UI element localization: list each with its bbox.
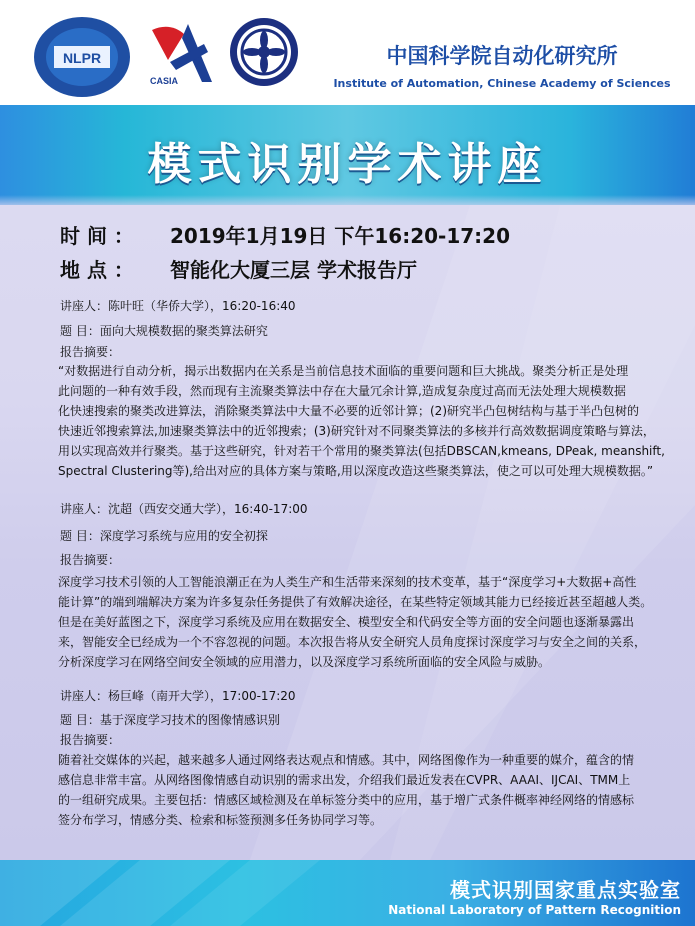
abstract-line: Spectral Clustering等),给出对应的具体方案与策略,用以深度改造这些聚类算法，使之可以可处理大规模数据。” bbox=[58, 464, 654, 478]
abstract-line: 快速近邻搜索算法,加速聚类算法中的近邻搜索；(3)研究针对不同聚类算法的多核并行高效数据调度策略与算法， bbox=[58, 424, 655, 438]
talk-1-speaker bbox=[60, 297, 296, 314]
abstract-line: 此问题的一种有效手段，然而现有主流聚类算法中存在大量冗余计算,造成复杂度过高而无法处理大规模数据 bbox=[58, 384, 626, 398]
topic-label: 题 目 bbox=[60, 529, 88, 543]
abstract-line: 化快速搜索的聚类改进算法，消除聚类算法中大量不必要的近邻计算；(2)研究半凸包树结构与基于半凸包树的 bbox=[58, 404, 640, 418]
speaker-label: 讲座人 bbox=[60, 299, 97, 313]
talk-3-topic bbox=[60, 711, 280, 728]
speaker-value: ：沈超（西安交通大学），16:40-17:00 bbox=[96, 502, 308, 516]
abstract-line: 签分布学习，情感分类、检索和标签预测多任务协同学习等。 bbox=[58, 813, 383, 827]
abstract-line: 能计算”的端到端解决方案为许多复杂任务提供了有效解决途径，在某些特定领域其能力已经接近甚至超越人类。 bbox=[58, 595, 653, 609]
cas-logo bbox=[230, 18, 298, 86]
institute-name-en: Institute of Automation, Chinese Academy of Sciences bbox=[333, 77, 671, 90]
place-value: 智能化大厦三层 学术报告厅 bbox=[170, 258, 417, 282]
talk-2-abstract bbox=[58, 572, 652, 672]
speaker-value: ：杨巨峰（南开大学），17:00-17:20 bbox=[96, 689, 296, 703]
nlpr-logo bbox=[34, 17, 130, 97]
topic-label: 题 目 bbox=[60, 324, 88, 338]
abstract-line: “对数据进行自动分析，揭示出数据内在关系是当前信息技术面临的重要问题和巨大挑战。聚类分析正是处理 bbox=[58, 364, 629, 378]
talk-2-speaker bbox=[60, 500, 308, 517]
speaker-value: ：陈叶旺（华侨大学），16:20-16:40 bbox=[96, 299, 296, 313]
event-time bbox=[60, 220, 510, 249]
abstract-line: 但是在美好蓝图之下，深度学习系统及应用在数据安全、模型安全和代码安全等方面的安全问题也逐渐暴露出 bbox=[58, 615, 635, 629]
abstract-line: 的一组研究成果。主要包括：情感区域检测及在单标签分类中的应用，基于增广式条件概率神经网络的情感标 bbox=[58, 793, 635, 807]
event-place bbox=[60, 254, 417, 283]
abstract-line: 用以实现高效并行聚类。基于这些研究，针对若干个常用的聚类算法(包括DBSCAN,kmeans, DPeak, meanshift, bbox=[58, 444, 665, 458]
speaker-label: 讲座人 bbox=[60, 502, 97, 516]
talk-2-topic bbox=[60, 527, 268, 544]
speaker-label: 讲座人 bbox=[60, 689, 97, 703]
abstract-line: 感信息非常丰富。从网络图像情感自动识别的需求出发，介绍我们最近发表在CVPR、AAAI、IJCAI、TMM上 bbox=[58, 773, 631, 787]
topic-label: 题 目 bbox=[60, 713, 88, 727]
abstract-line: 来，智能安全已经成为一个不容忽视的问题。本次报告将从安全研究人员角度探讨深度学习与安全之间的关系， bbox=[58, 635, 647, 649]
talk-3-abstract-label: 报告摘要： bbox=[60, 733, 121, 747]
abstract-line: 随着社交媒体的兴起，越来越多人通过网络表达观点和情感。其中，网络图像作为一种重要的媒介，蕴含的情 bbox=[58, 753, 635, 767]
talk-3-abstract bbox=[58, 750, 634, 830]
institute-name-cn: 中国科学院自动化研究所 bbox=[386, 44, 618, 68]
casia-logo-text: CASIA bbox=[149, 76, 179, 86]
topic-value: ：深度学习系统与应用的安全初探 bbox=[87, 529, 268, 543]
place-label: 地 点 ： bbox=[60, 258, 134, 282]
topic-value: ：面向大规模数据的聚类算法研究 bbox=[87, 324, 268, 338]
talk-1-abstract bbox=[58, 361, 665, 481]
talk-3-speaker bbox=[60, 687, 296, 704]
abstract-line: 深度学习技术引领的人工智能浪潮正在为人类生产和生活带来深刻的技术变革，基于“深度学习+大数据+高性 bbox=[58, 575, 637, 589]
talk-2-abstract-label: 报告摘要： bbox=[60, 553, 121, 567]
poster-title: 模式识别学术讲座 bbox=[147, 139, 548, 190]
abstract-line: 分析深度学习在网络空间安全领域的应用潜力，以及深度学习系统所面临的安全风险与威胁。 bbox=[58, 655, 551, 669]
talk-1-topic bbox=[60, 322, 268, 339]
logo-group bbox=[0, 0, 300, 118]
talk-1-abstract-label: 报告摘要： bbox=[60, 345, 121, 359]
nlpr-logo-text: NLPR bbox=[62, 50, 102, 66]
time-label: 时 间 ： bbox=[60, 224, 134, 248]
time-value: 2019年1月19日 下午16:20-17:20 bbox=[170, 224, 510, 248]
topic-value: ：基于深度学习技术的图像情感识别 bbox=[87, 713, 280, 727]
lab-name-cn: 模式识别国家重点实验室 bbox=[450, 878, 681, 902]
lab-name-en: National Laboratory of Pattern Recognition bbox=[388, 903, 681, 917]
casia-logo bbox=[150, 24, 212, 86]
